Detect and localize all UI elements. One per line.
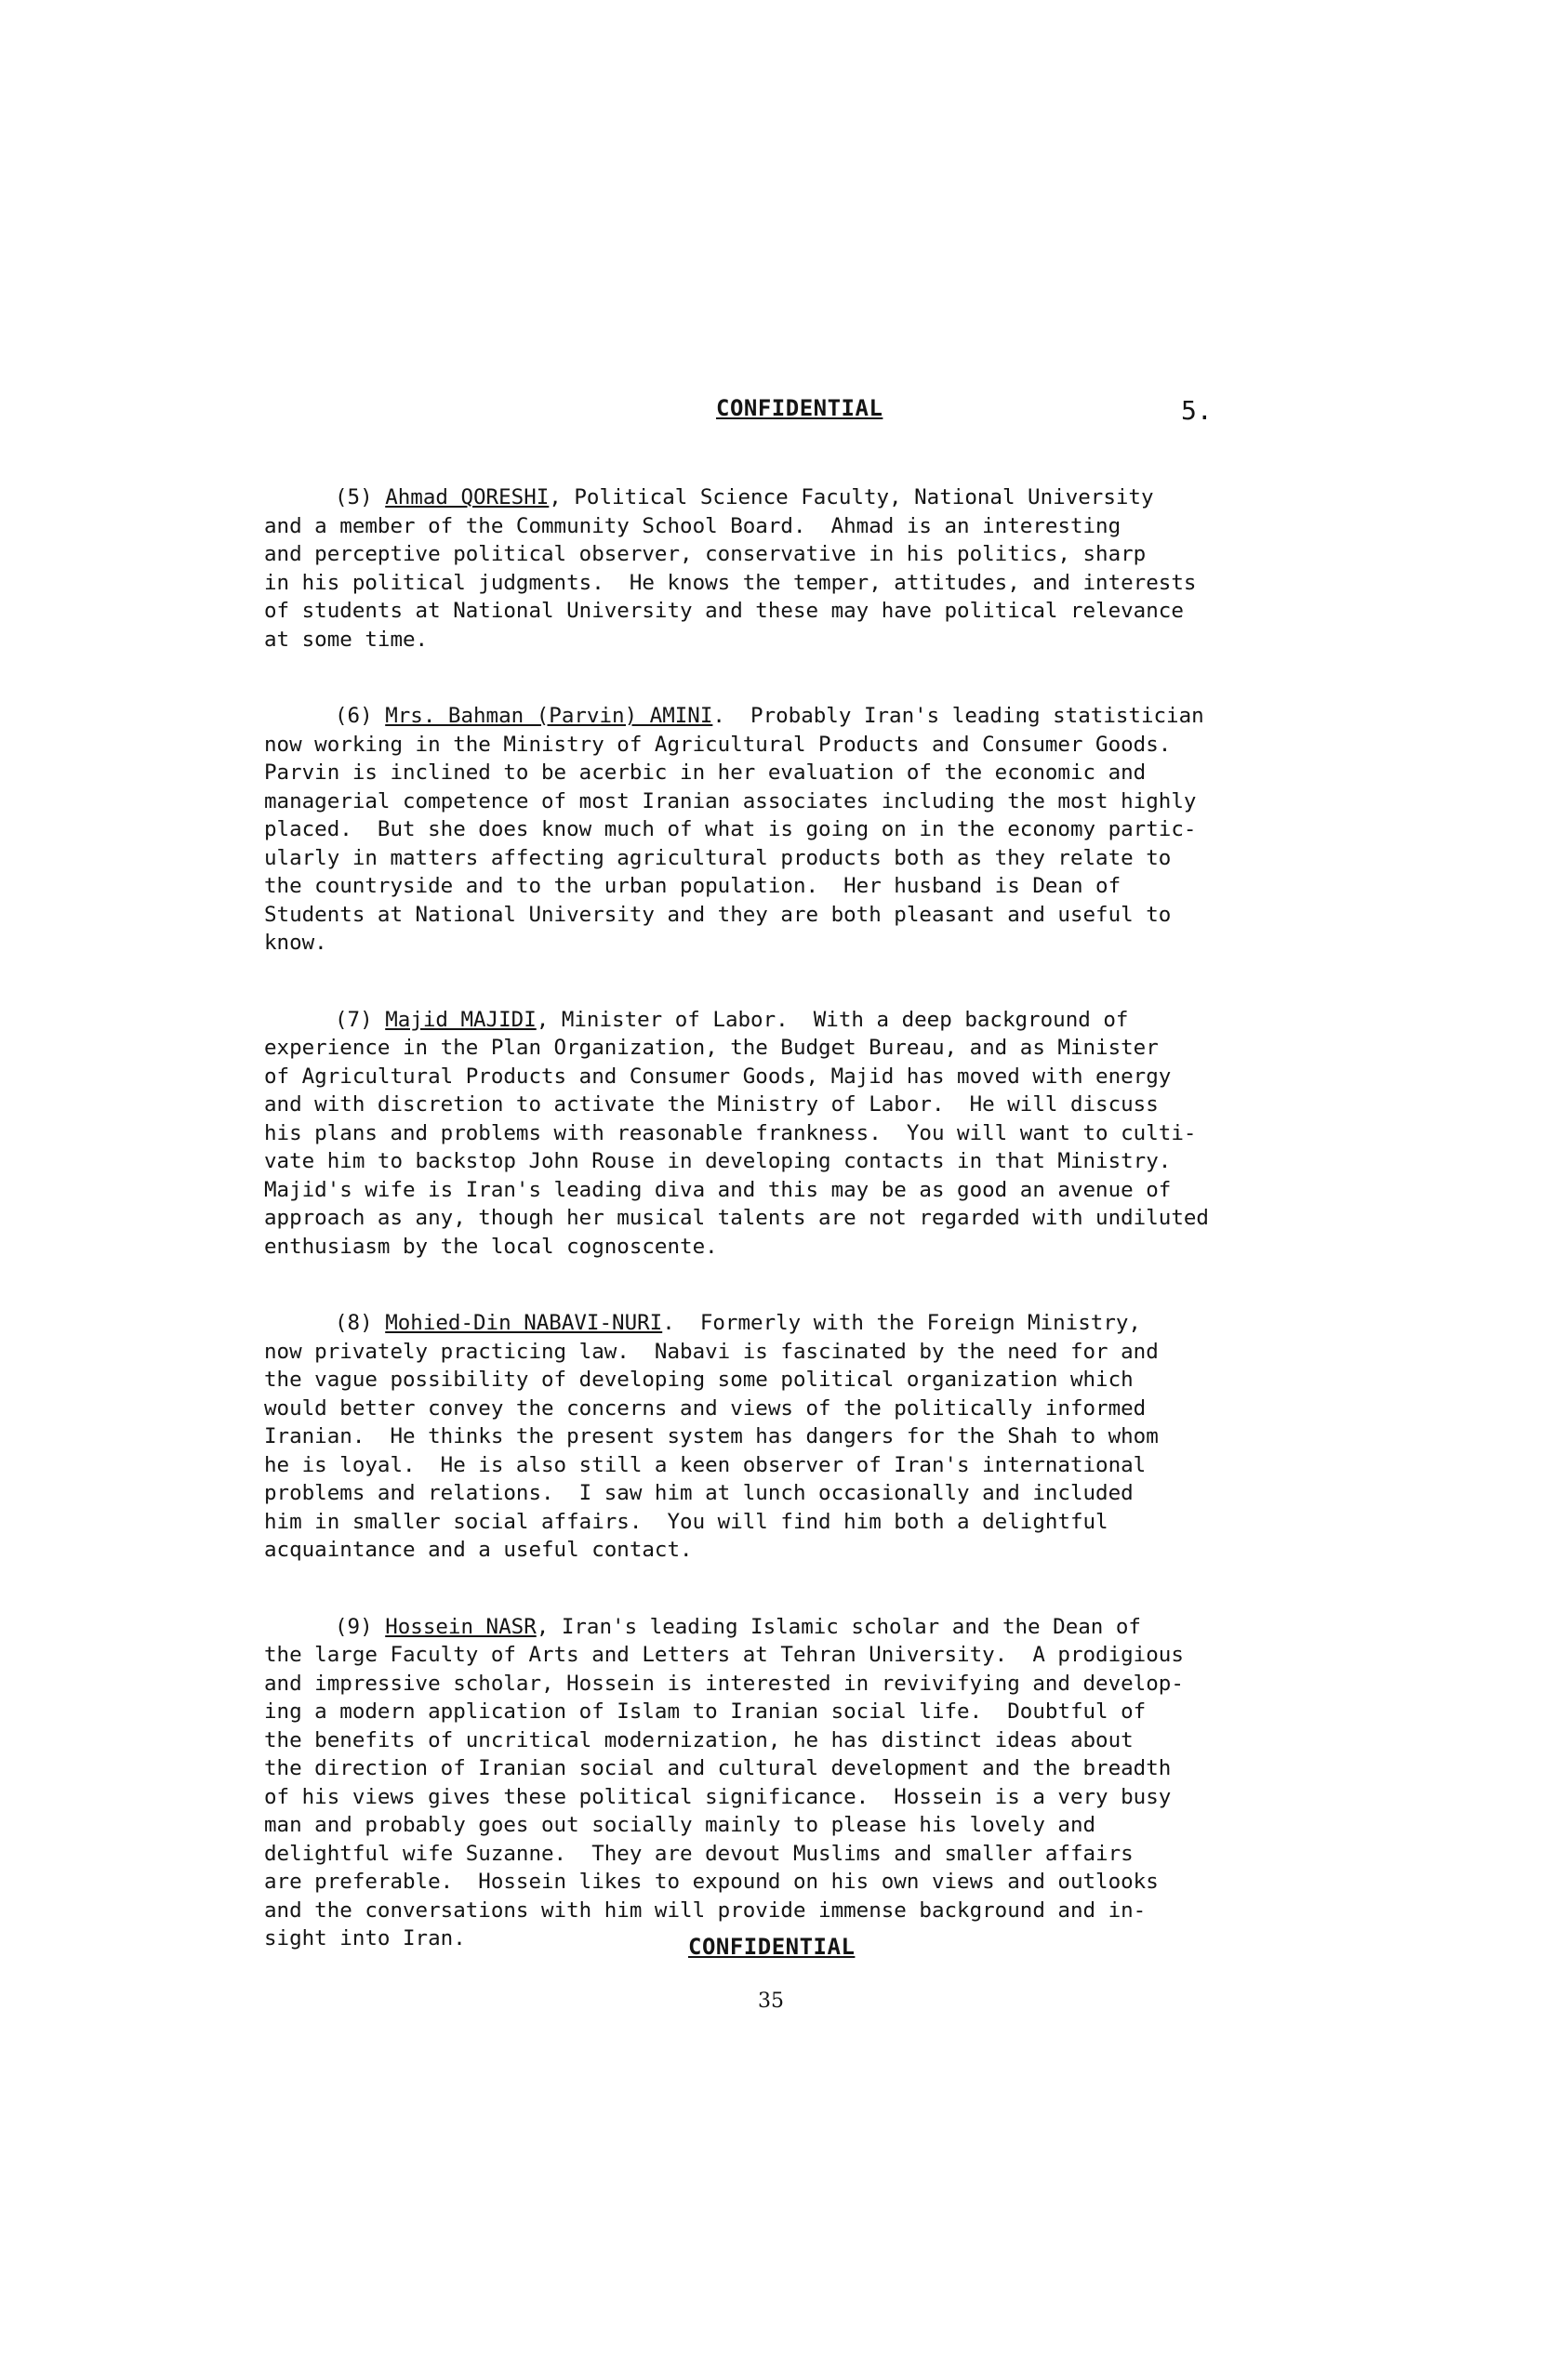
page-header [0,395,1566,432]
entry-line: approach as any, though her musical talents are not regarded with undiluted [264,1206,1209,1230]
entry-line: ing a modern application of Islam to Iranian social life. Doubtful of [264,1699,1147,1724]
entry-first-line [264,1309,1334,1338]
entry-5 [264,483,1334,654]
entry-line: experience in the Plan Organization, the Budget Bureau, and as Minister [264,1036,1159,1060]
entry-line: managerial competence of most Iranian associates including the most highly [264,788,1197,813]
entry-line: and impressive scholar, Hossein is interested in revivifying and develop- [264,1671,1184,1696]
page-number-top: 5. [1181,395,1213,426]
entry-line: now privately practicing law. Nabavi is fascinated by the need for and [264,1339,1159,1364]
entry-intro: , Iran's leading Islamic scholar and the Dean of [536,1614,1141,1639]
entry-intro: . Formerly with the Foreign Ministry, [662,1311,1141,1335]
entry-9 [264,1613,1334,1953]
entry-line: now working in the Ministry of Agricultural Products and Consumer Goods. [264,732,1172,757]
entry-line: know. [264,931,327,955]
entry-line: the direction of Iranian social and cultural development and the breadth [264,1756,1172,1780]
entry-number: (9) [335,1614,373,1639]
entry-line: of students at National University and these may have political relevance [264,599,1184,623]
person-name: Ahmad QORESHI [385,485,550,509]
document-body [264,483,1334,2002]
entry-line: Iranian. He thinks the present system has dangers for the Shah to whom [264,1424,1159,1448]
entry-8 [264,1309,1334,1565]
entry-line: and a member of the Community School Board. Ahmad is an interesting [264,513,1121,538]
entry-number: (7) [335,1007,373,1032]
entry-number: (6) [335,704,373,728]
entry-line: sight into Iran. [264,1926,466,1950]
entry-line: man and probably goes out socially mainly to please his lovely and [264,1813,1096,1837]
entry-line: would better convey the concerns and views of the politically informed [264,1395,1147,1421]
person-name: Majid MAJIDI [385,1007,537,1032]
entry-line: in his political judgments. He knows the temper, attitudes, and interests [264,570,1197,595]
entry-line: the benefits of uncritical modernization, he has distinct ideas about [264,1727,1134,1752]
entry-7 [264,1006,1334,1262]
person-name: Mrs. Bahman (Parvin) AMINI [385,704,713,728]
entry-line: the countryside and to the urban population. Her husband is Dean of [264,874,1121,898]
entry-number: (8) [335,1311,373,1335]
entry-intro: . Probably Iran's leading statistician [712,704,1204,728]
entry-first-line [264,483,1334,512]
classification-header: CONFIDENTIAL [716,395,883,421]
entry-line: the large Faculty of Arts and Letters at Tehran University. A prodigious [264,1643,1184,1667]
entry-line: and the conversations with him will provide immense background and in- [264,1897,1147,1923]
classification-footer: CONFIDENTIAL [688,1934,856,1960]
entry-line: of Agricultural Products and Consumer Goods, Majid has moved with energy [264,1064,1172,1089]
entry-line: his plans and problems with reasonable frankness. You will want to culti- [264,1120,1197,1145]
entry-line: the vague possibility of developing some political organization which [264,1368,1134,1392]
entry-first-line [264,702,1334,731]
entry-line: enthusiasm by the local cognoscente. [264,1234,718,1259]
entry-line: acquaintance and a useful contact. [264,1538,693,1562]
entry-intro: , Political Science Faculty, National University [549,485,1154,509]
entry-line: vate him to backstop John Rouse in developing contacts in that Ministry. [264,1149,1172,1173]
entry-first-line [264,1613,1334,1642]
entry-line: him in smaller social affairs. You will find him both a delightful [264,1509,1108,1534]
entry-first-line [264,1006,1334,1035]
entry-line: and perceptive political observer, conservative in his politics, sharp [264,542,1147,566]
entry-line: of his views gives these political significance. Hossein is a very busy [264,1784,1172,1809]
entry-line: Majid's wife is Iran's leading diva and this may be as good an avenue of [264,1177,1172,1202]
entry-line: ularly in matters affecting agricultural products both as they relate to [264,845,1172,870]
page-footer [0,1934,1566,2027]
entry-6 [264,702,1334,958]
entry-line: delightful wife Suzanne. They are devout Muslims and smaller affairs [264,1841,1134,1866]
entry-line: are preferable. Hossein likes to expound on his own views and outlooks [264,1870,1159,1894]
entry-line: Students at National University and they are both pleasant and useful to [264,902,1172,927]
person-name: Hossein NASR [385,1614,537,1639]
entry-line: and with discretion to activate the Ministry of Labor. He will discuss [264,1092,1159,1117]
entry-intro: , Minister of Labor. With a deep background of [536,1007,1129,1032]
entry-line: at some time. [264,627,429,652]
page-number-bottom: 35 [758,1990,784,2013]
entry-line: problems and relations. I saw him at lunch occasionally and included [264,1481,1134,1505]
person-name: Mohied-Din NABAVI-NURI [385,1311,663,1335]
entry-number: (5) [335,485,373,509]
entry-line: placed. But she does know much of what is going on in the economy partic- [264,817,1197,841]
entry-line: he is loyal. He is also still a keen observer of Iran's international [264,1452,1147,1477]
entry-line: Parvin is inclined to be acerbic in her evaluation of the economic and [264,760,1147,785]
